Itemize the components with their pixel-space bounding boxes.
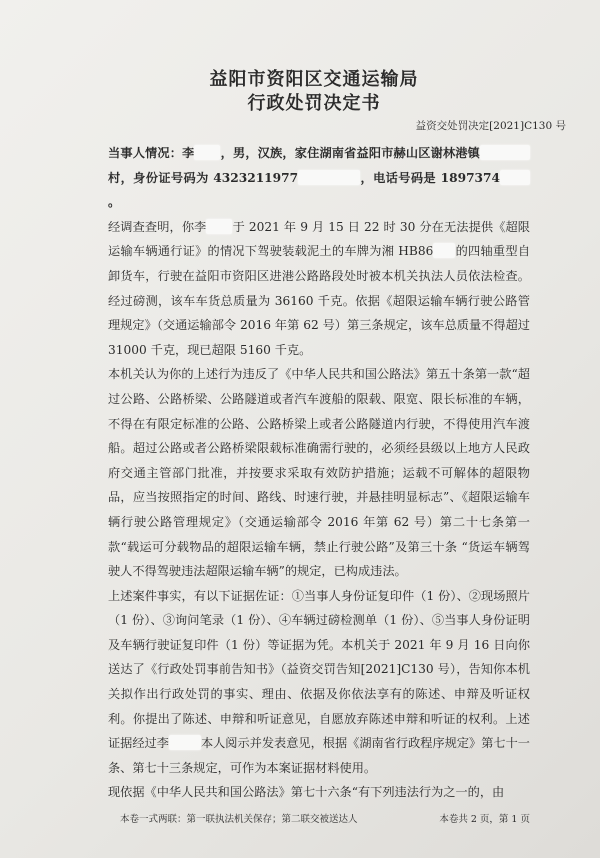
basis-paragraph: 现依据《中华人民共和国公路法》第七十六条“有下列违法行为之一的，由	[108, 785, 505, 800]
investigation-paragraph	[82, 215, 530, 363]
redaction-mark	[500, 170, 530, 185]
party-info-paragraph	[82, 141, 530, 215]
party-info-text-e: 。	[108, 195, 121, 210]
investigation-text-c: 的四轴重型自卸货车，行驶在益阳市资阳区进港公路路段处时被本机关执法人员依法检查。经过磅测，该车车货总质量为 36160 千克。依据《超限运输车辆行驶公路管理规定》（交通运输部令 2016 年第 62 号）第三条规定，该车总质量不得超过 31000 千克，现已超限 5160 千克。	[108, 244, 531, 357]
footer-page-number: 本卷共 2 页，第 1 页	[439, 814, 530, 825]
redaction-mark	[480, 145, 530, 160]
redaction-mark	[206, 219, 232, 234]
party-info-text-b: ，男，汉族，家住湖南省益阳市赫山区谢林港镇	[220, 146, 481, 160]
evidence-text-b: 本人阅示并发表意见，根据《湖南省行政程序规定》第七十一条、第七十三条规定，可作为本案证据材料使用。	[108, 736, 530, 775]
redaction-mark	[433, 243, 455, 258]
redaction-mark	[169, 735, 201, 750]
party-info-text-d: ，电话号码是 1897374	[360, 170, 500, 185]
party-info-text-a: 当事人情况：李	[108, 146, 195, 160]
page-footer	[120, 811, 530, 825]
redaction-mark	[298, 170, 360, 185]
footer-copies-note: 本卷一式两联：第一联执法机关保存；第二联交被送达人	[120, 814, 358, 825]
document-number: 益资交处罚决定[2021]C130 号	[415, 120, 566, 132]
investigation-text-a: 经调查查明，你李	[108, 219, 207, 234]
violation-paragraph: 本机关认为你的上述行为违反了《中华人民共和国公路法》第五十条第一款“超过公路、公路桥梁、公路隧道或者汽车渡船的限载、限宽、限长标准的车辆，不得在有限定标准的公路、公路桥梁上或者公路隧道内行驶，不得使用汽车渡船。超过公路或者公路桥梁限载标准确需行驶的，必须经县级以上地方人民政府交通主管部门批准，并按要求采取有效防护措施；运载不可解体的超限物品，应当按照指定的时间、路线、时速行驶，并悬挂明显标志”、《超限运输车辆行驶公路管理规定》（交通运输部令 2016 年第 62 号）第二十七条第一款“载运可分载物品的超限运输车辆，禁止行驶公路”及第三十条 “货运车辆驾驶人不得驾驶违法超限运输车辆”的规定，已构成违法。	[108, 367, 530, 579]
investigation-text-b: 于 2021 年 9 月 15 日 22 时 30 分在无法提供《超限运输车辆通行证》的情况下驾驶装载泥土的车牌为湘 HB86	[108, 219, 530, 259]
evidence-paragraph	[82, 584, 530, 781]
document-title-agency: 益阳市资阳区交通运输局	[209, 69, 419, 90]
party-info-text-c: 村，身份证号码为 4323211977	[108, 170, 299, 185]
evidence-text-a: 上述案件事实，有以下证据佐证：①当事人身份证复印件（1 份）、②现场照片（1 份）、③询问笔录（1 份）、④车辆过磅检测单（1 份）、⑤当事人身份证明及车辆行驶证复印件（1 份）等证据为凭。本机关于 2021 年 9 月 16 日向你送达了《行政处罚事前告知书》（益资交罚告知[2021]C130 号），告知你本机关拟作出行政处罚的事实、理由、依据及你依法享有的陈述、申辩及听证权利。你提出了陈述、申辩和听证意见，自愿放弃陈述申辩和听证的权利。上述证据经过李	[108, 588, 530, 751]
redaction-mark	[194, 145, 220, 160]
document-title-type: 行政处罚决定书	[247, 93, 381, 114]
